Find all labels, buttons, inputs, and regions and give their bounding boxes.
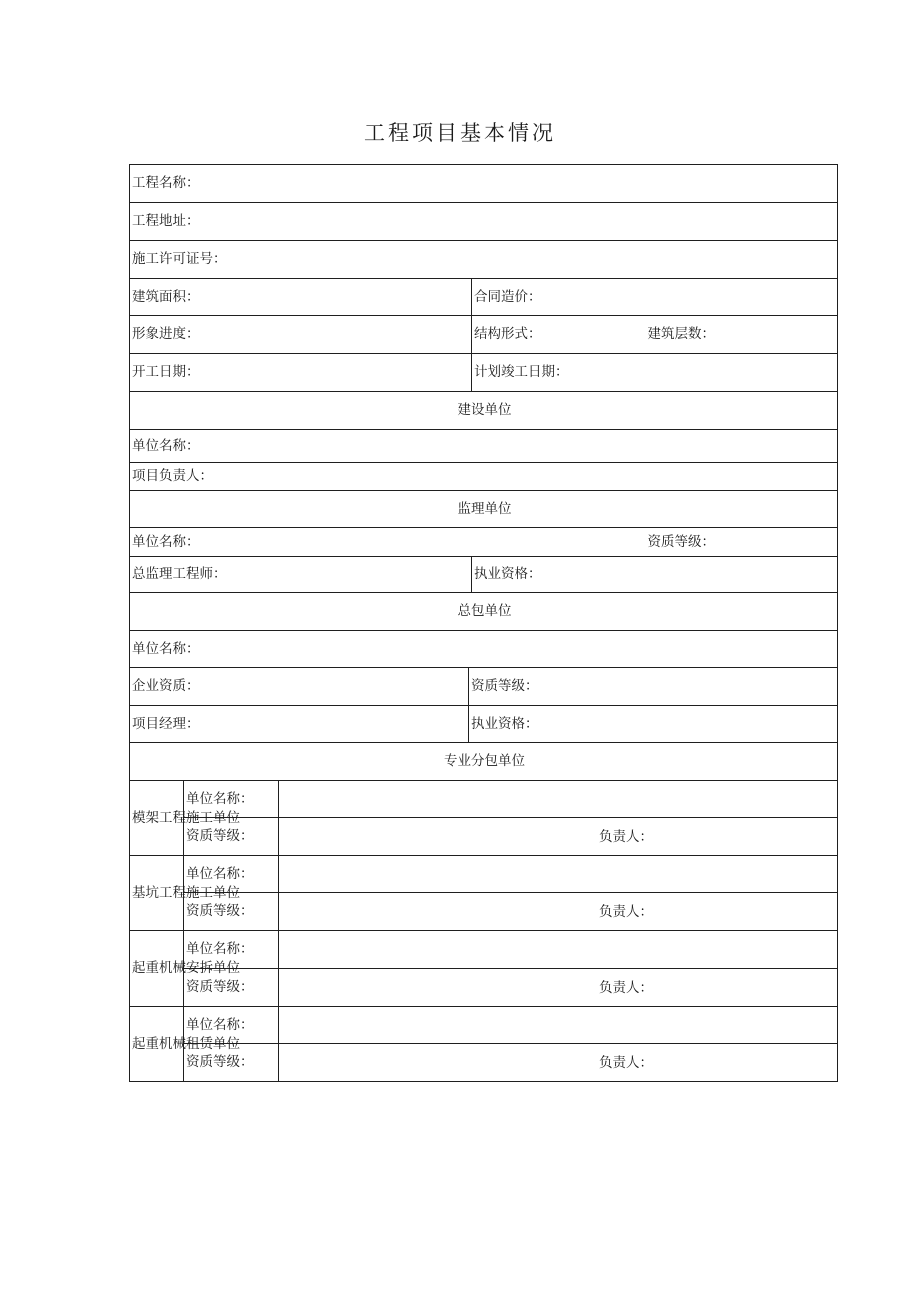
sub-row-unit-name: [130, 1007, 838, 1044]
owner-project-leader-field[interactable]: 项目负责人：: [130, 463, 838, 491]
sub-group-name: 起重机械安拆单位: [130, 931, 184, 1007]
sub-unit-name-input[interactable]: [279, 931, 838, 969]
row-progress-structure: [130, 316, 838, 354]
sub-grade-input[interactable]: [279, 1044, 838, 1082]
row-supervisor-name: [130, 528, 838, 557]
sub-row-unit-name: [130, 931, 838, 969]
section-heading-owner: 建设单位: [130, 392, 838, 430]
gc-practice-qualification-field[interactable]: 执业资格：: [469, 706, 838, 743]
planned-completion-field[interactable]: 计划竣工日期：: [472, 354, 838, 392]
section-heading-subcontractors: 专业分包单位: [130, 743, 838, 781]
sub-row-unit-name: [130, 856, 838, 893]
row-gc-qualification: [130, 668, 838, 706]
sub-unit-name-label: 单位名称：: [184, 856, 279, 893]
contract-price-field[interactable]: 合同造价：: [472, 279, 838, 316]
row-project-name: [130, 165, 838, 203]
structure-type-field[interactable]: 结构形式：: [474, 326, 542, 343]
start-date-field[interactable]: 开工日期：: [130, 354, 472, 392]
sub-grade-input[interactable]: [279, 893, 838, 931]
sub-grade-label: 资质等级：: [184, 893, 279, 931]
row-supervisor-engineer: [130, 557, 838, 593]
project-name-field[interactable]: 工程名称：: [130, 165, 838, 203]
sub-grade-input[interactable]: [279, 969, 838, 1007]
owner-unit-name-field[interactable]: 单位名称：: [130, 430, 838, 463]
row-gc-manager: [130, 706, 838, 743]
chief-engineer-field[interactable]: 总监理工程师：: [130, 557, 472, 593]
row-dates: [130, 354, 838, 392]
sub-leader-label: 负责人：: [599, 979, 653, 996]
structure-floors-cell: [472, 316, 838, 354]
sub-leader-label: 负责人：: [599, 828, 653, 845]
supervisor-unit-name-field[interactable]: 单位名称：: [132, 533, 200, 550]
gc-grade-field[interactable]: 资质等级：: [469, 668, 838, 706]
permit-number-field[interactable]: 施工许可证号：: [130, 241, 838, 279]
section-owner: [130, 392, 838, 430]
page-title: 工程项目基本情况: [364, 121, 556, 145]
floors-field[interactable]: 建筑层数：: [647, 326, 716, 343]
row-owner-name: [130, 430, 838, 463]
row-owner-leader: [130, 463, 838, 491]
progress-field[interactable]: 形象进度：: [130, 316, 472, 354]
gc-enterprise-qualification-field[interactable]: 企业资质：: [130, 668, 469, 706]
sub-leader-label: 负责人：: [599, 1054, 653, 1071]
section-heading-general-contractor: 总包单位: [130, 593, 838, 631]
sub-group-name: 起重机械租赁单位: [130, 1007, 184, 1082]
sub-unit-name-input[interactable]: [279, 1007, 838, 1044]
section-supervisor: [130, 491, 838, 528]
gc-project-manager-field[interactable]: 项目经理：: [130, 706, 469, 743]
supervisor-practice-qualification-field[interactable]: 执业资格：: [472, 557, 838, 593]
gc-unit-name-field[interactable]: 单位名称：: [130, 631, 838, 668]
sub-row-unit-name: [130, 781, 838, 818]
sub-grade-label: 资质等级：: [184, 1044, 279, 1082]
row-permit-no: [130, 241, 838, 279]
sub-unit-name-input[interactable]: [279, 781, 838, 818]
sub-grade-input[interactable]: [279, 818, 838, 856]
row-gc-name: [130, 631, 838, 668]
row-project-address: [130, 203, 838, 241]
sub-group-name: 基坑工程施工单位: [130, 856, 184, 931]
row-area-price: [130, 279, 838, 316]
sub-grade-label: 资质等级：: [184, 818, 279, 856]
sub-leader-label: 负责人：: [599, 903, 653, 920]
sub-unit-name-label: 单位名称：: [184, 931, 279, 969]
supervisor-grade-field[interactable]: 资质等级：: [647, 533, 716, 550]
sub-grade-label: 资质等级：: [184, 969, 279, 1007]
supervisor-name-grade-cell: [130, 528, 838, 557]
section-heading-supervisor: 监理单位: [130, 491, 838, 528]
sub-unit-name-input[interactable]: [279, 856, 838, 893]
sub-unit-name-label: 单位名称：: [184, 781, 279, 818]
sub-group-name: 模架工程施工单位: [130, 781, 184, 856]
section-subcontractors: [130, 743, 838, 781]
building-area-field[interactable]: 建筑面积：: [130, 279, 472, 316]
project-address-field[interactable]: 工程地址：: [130, 203, 838, 241]
section-general-contractor: [130, 593, 838, 631]
sub-unit-name-label: 单位名称：: [184, 1007, 279, 1044]
project-info-table: [129, 164, 838, 1082]
